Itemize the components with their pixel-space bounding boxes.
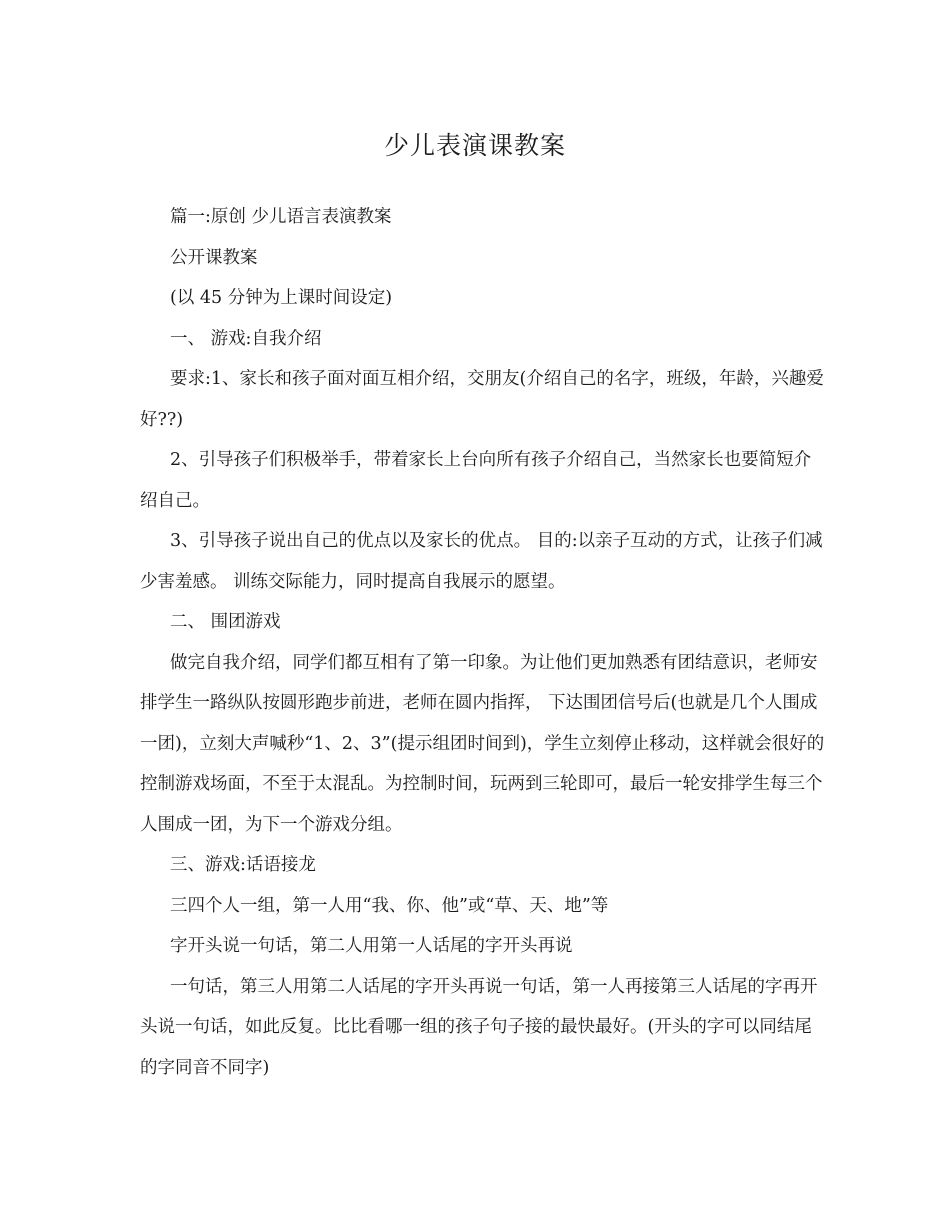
paragraph-relay-2: 字开头说一句话，第二人用第一人话尾的字开头再说 — [170, 936, 573, 956]
document-title: 少儿表演课教案 — [383, 131, 566, 160]
paragraph-heading-part-one: 篇一:原创 少儿语言表演教案 — [170, 207, 392, 227]
paragraph-relay-3: 一句话，第三人用第二人话尾的字开头再说一句话，第一人再接第三人话尾的字再开头说一句话，如此反复。比比看哪一组的孩子句子接的最快最好。(开头的字可以同结尾的字同音不同字) — [140, 976, 818, 1078]
paragraph-group-game: 做完自我介绍，同学们都互相有了第一印象。为让他们更加熟悉有团结意识，老师安排学生一路纵队按圆形跑步前进，老师在圆内指挥， 下达围团信号后(也就是几个人围成一团)，立刻大声喊秒“1、2、3”(提示组团时间到)，学生立刻停止移动，这样就会很好的控制游戏场面，不至于太混乱。为控制时间，玩两到三轮即可，最后一轮安排学生每三个人围成一团，为下一个游戏分组。 — [140, 652, 825, 835]
paragraph-requirement-2: 2、引导孩子们积极举手，带着家长上台向所有孩子介绍自己，当然家长也要简短介绍自己。 — [140, 450, 812, 511]
section-heading-one: 一、 游戏:自我介绍 — [170, 328, 322, 349]
paragraph-requirement-3: 3、引导孩子说出自己的优点以及家长的优点。 目的:以亲子互动的方式，让孩子们减少害羞感。 训练交际能力，同时提高自我展示的愿望。 — [140, 531, 823, 592]
section-heading-two: 二、 围团游戏 — [170, 612, 281, 632]
paragraph-time-setting: (以 45 分钟为上课时间设定) — [170, 288, 393, 308]
paragraph-relay-1: 三四个人一组，第一人用“我、你、他”或“草、天、地”等 — [170, 895, 609, 916]
section-heading-three: 三、游戏:话语接龙 — [170, 855, 316, 875]
paragraph-requirement-1: 要求:1、家长和孩子面对面互相介绍，交朋友(介绍自己的名字，班级，年龄，兴趣爱好??) — [140, 369, 824, 430]
document-body — [140, 197, 825, 1088]
paragraph-lesson-type: 公开课教案 — [170, 247, 258, 268]
